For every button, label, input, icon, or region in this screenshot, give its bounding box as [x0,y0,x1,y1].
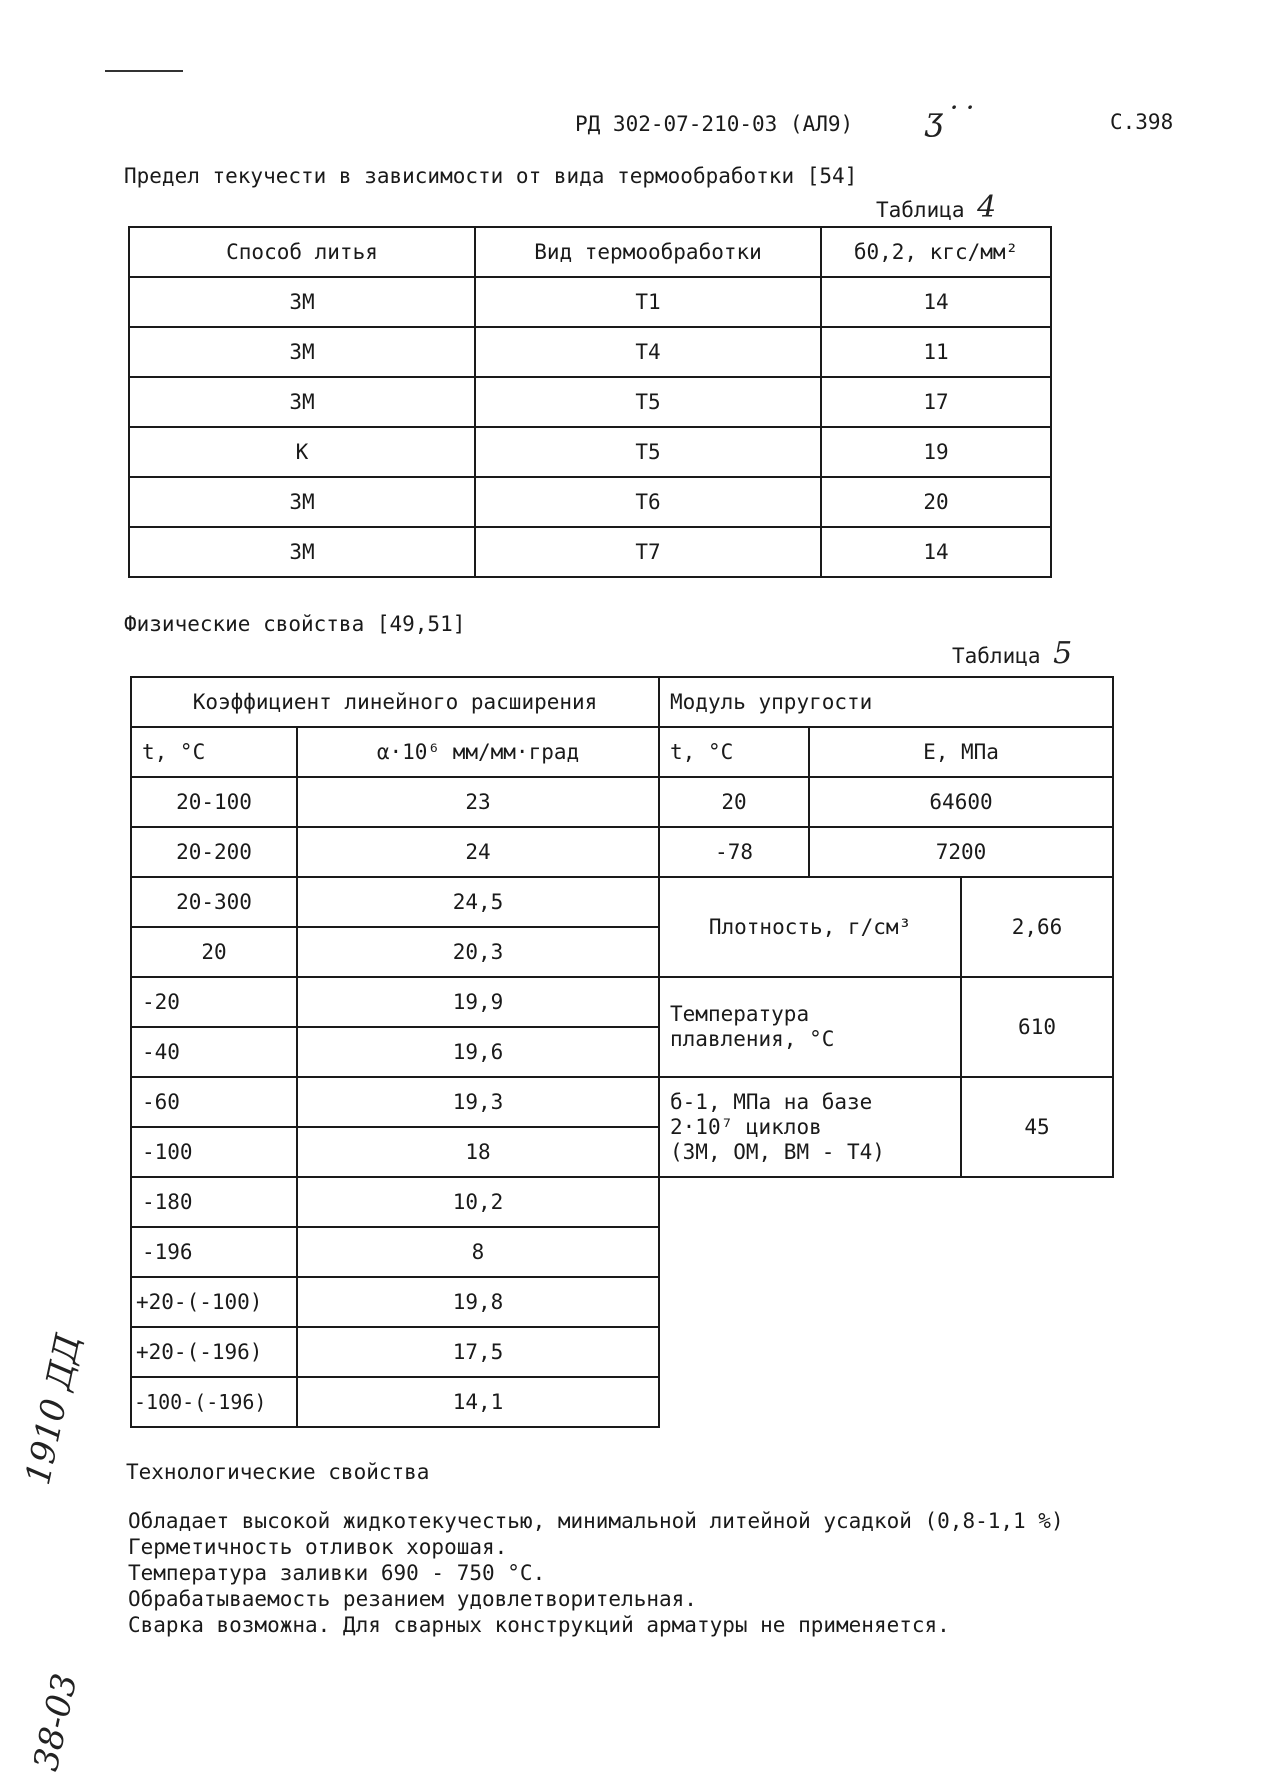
table-cell: 7200 [809,827,1113,877]
table-cell: +20-(-100) [131,1277,297,1327]
melting-value: 610 [961,977,1113,1077]
text-line: Сварка возможна. Для сварных конструкций арматуры не применяется. [128,1613,950,1637]
fatigue-label-line: б-1, МПа на базе [670,1089,873,1114]
handwritten-mark: ʒ˙˙ [925,100,976,138]
table-row [131,1327,1113,1377]
table-cell: -180 [131,1177,297,1227]
expansion-header: Коэффициент линейного расширения [131,677,659,727]
modulus-header: Модуль упругости [659,677,1113,727]
table-cell: 10,2 [297,1177,659,1227]
table-cell: ЗМ [129,377,475,427]
table-cell: -196 [131,1227,297,1277]
melting-label-line: плавления, °С [670,1027,835,1051]
table-cell: 18 [297,1127,659,1177]
table-cell: Т6 [475,477,821,527]
table-row [129,277,1051,327]
table-row [131,1277,1113,1327]
table-cell: 14 [821,277,1051,327]
table-cell: 20-200 [131,827,297,877]
table-cell: 20 [821,477,1051,527]
table-row [131,1377,1113,1427]
fatigue-label [659,1077,961,1177]
table-cell: 20-300 [131,877,297,927]
table-cell: 19,9 [297,977,659,1027]
table-cell: +20-(-196) [131,1327,297,1377]
table-cell: 20 [131,927,297,977]
table-row [129,327,1051,377]
table-subheader-row [131,727,1113,777]
table-cell: Т7 [475,527,821,577]
table-4-label [876,190,996,225]
table-cell: Т5 [475,427,821,477]
section-title-physical: Физические свойства [49,51] [124,612,466,636]
density-label: Плотность, г/см³ [659,877,961,977]
physical-properties-table [130,676,1114,1428]
table-row [131,777,1113,827]
table-cell: -100 [131,1127,297,1177]
text-line: Герметичность отливок хорошая. [128,1535,508,1559]
table-label-text: Таблица [952,644,1041,668]
table-cell: 19,6 [297,1027,659,1077]
table-row [129,377,1051,427]
table-row [131,977,1113,1027]
table-cell: 64600 [809,777,1113,827]
table-row [129,427,1051,477]
text-line: Обладает высокой жидкотекучестью, минимальной литейной усадкой (0,8-1,1 %) [128,1509,1064,1533]
table-cell: -100-(-196) [131,1377,297,1427]
empty-cell [659,1177,1113,1227]
table-cell: 19,8 [297,1277,659,1327]
empty-cell [659,1227,1113,1277]
table-cell: -60 [131,1077,297,1127]
table-cell: 20-100 [131,777,297,827]
table-cell: 20 [659,777,809,827]
table-cell: ЗМ [129,477,475,527]
table-cell: 19 [821,427,1051,477]
document-code: РД 302-07-210-03 (АЛ9) [575,112,854,136]
column-header: Вид термообработки [475,227,821,277]
table-number-handwritten: 4 [977,190,997,225]
table-row [131,1177,1113,1227]
table-label-text: Таблица [876,198,965,222]
section-title-yield: Предел текучести в зависимости от вида термообработки [54] [124,164,858,188]
table-cell: 17 [821,377,1051,427]
table-cell: 20,3 [297,927,659,977]
table-cell: Т5 [475,377,821,427]
column-header: α·10⁶ мм/мм·град [297,727,659,777]
table-cell: Т1 [475,277,821,327]
table-cell: 14 [821,527,1051,577]
table-header-row [129,227,1051,277]
table-row [131,1227,1113,1277]
melting-label [659,977,961,1077]
table-cell: 23 [297,777,659,827]
density-value: 2,66 [961,877,1113,977]
column-header: t, °С [659,727,809,777]
header-dash [105,70,183,72]
table-cell: 24,5 [297,877,659,927]
table-row [131,827,1113,877]
table-5-label [952,636,1072,671]
column-header: б0,2, кгс/мм² [821,227,1051,277]
table-cell: 11 [821,327,1051,377]
table-cell: ЗМ [129,527,475,577]
table-number-handwritten: 5 [1053,636,1073,671]
table-cell: 14,1 [297,1377,659,1427]
table-cell: ЗМ [129,327,475,377]
table-cell: Т4 [475,327,821,377]
table-row [131,877,1113,927]
technological-properties-text [128,1508,1064,1638]
empty-cell [659,1327,1113,1377]
column-header: Е, МПа [809,727,1113,777]
table-cell: К [129,427,475,477]
empty-cell [659,1277,1113,1327]
handwritten-side-note: 1910 ДД [18,1330,89,1489]
text-line: Обрабатываемость резанием удовлетворительная. [128,1587,697,1611]
table-cell: 8 [297,1227,659,1277]
empty-cell [659,1377,1113,1427]
table-row [129,477,1051,527]
table-cell: 17,5 [297,1327,659,1377]
page-number: С.398 [1110,110,1174,134]
column-header: Способ литья [129,227,475,277]
text-line: Температура заливки 690 - 750 °С. [128,1561,546,1585]
table-cell: -20 [131,977,297,1027]
fatigue-label-line: (ЗМ, ОМ, ВМ - Т4) [670,1139,885,1164]
table-cell: 24 [297,827,659,877]
table-row [129,527,1051,577]
table-cell: -40 [131,1027,297,1077]
fatigue-value: 45 [961,1077,1113,1177]
table-cell: -78 [659,827,809,877]
fatigue-label-line: 2·10⁷ циклов [670,1114,822,1139]
section-title-technological: Технологические свойства [126,1460,430,1484]
table-cell: ЗМ [129,277,475,327]
handwritten-side-note-2: 38-03 [26,1670,86,1774]
table-cell: 19,3 [297,1077,659,1127]
column-header: t, °С [131,727,297,777]
melting-label-line: Температура [670,1002,810,1026]
yield-strength-table [128,226,1052,578]
table-row [131,1077,1113,1127]
table-header-row [131,677,1113,727]
